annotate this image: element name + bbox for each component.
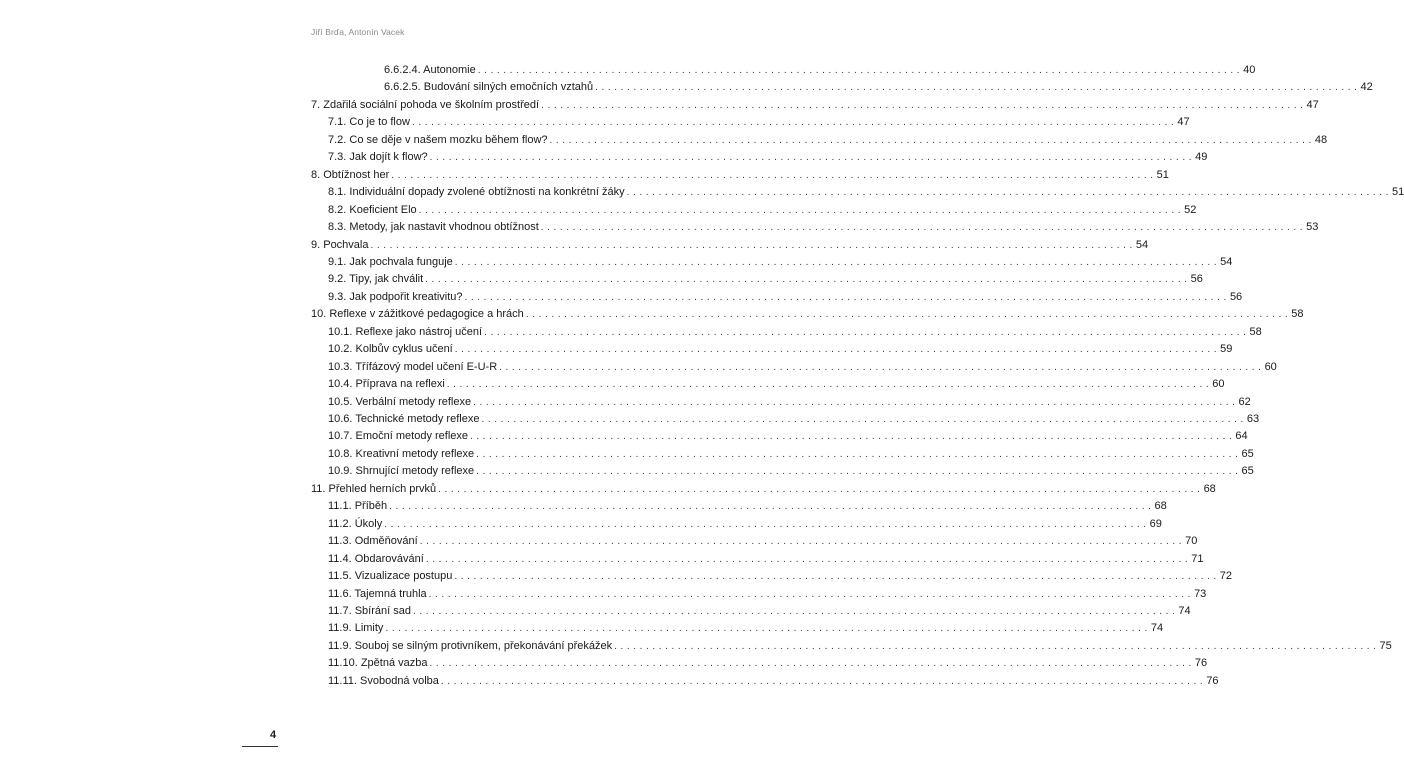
toc-leader-dots: ........................................................................................................................: [476, 448, 1242, 460]
toc-entry-page: 56: [1190, 273, 1203, 286]
toc-entry: [328, 411, 1260, 428]
toc-leader-dots: ........................................................................................................................: [614, 640, 1380, 652]
toc-leader-dots: ........................................................................................................................: [470, 431, 1236, 443]
toc-entry-label: 9.1. Jak pochvala funguje: [328, 255, 453, 268]
toc-leader-dots: ........................................................................................................................: [418, 204, 1185, 216]
toc-entry: [328, 446, 1254, 463]
toc-leader-dots: ........................................................................................................................: [419, 536, 1186, 548]
toc-entry-page: 76: [1194, 657, 1208, 670]
toc-entry-page: 51: [1156, 168, 1169, 181]
toc-entry-label: 10.7. Emoční metody reflexe: [328, 430, 469, 443]
toc-entry-page: 56: [1229, 290, 1243, 303]
toc-leader-dots: ........................................................................................................................: [370, 239, 1136, 251]
toc-entry: [328, 586, 1207, 603]
toc-entry-page: 76: [1206, 674, 1219, 687]
toc-leader-dots: ........................................................................................................................: [477, 65, 1244, 76]
toc-leader-dots: ........................................................................................................................: [389, 501, 1155, 513]
toc-entry-label: 10.5. Verbální metody reflexe: [328, 395, 472, 408]
toc-entry-label: 7. Zdařilá sociální pohoda ve školním prostředí: [311, 98, 540, 111]
toc-entry-label: 11.1. Příběh: [328, 500, 388, 513]
toc-entry: [328, 620, 1164, 637]
toc-entry-page: 63: [1246, 413, 1260, 425]
toc-leader-dots: ........................................................................................................................: [540, 222, 1307, 234]
toc-leader-dots: ........................................................................................................................: [549, 134, 1315, 146]
toc-leader-dots: ........................................................................................................................: [595, 82, 1361, 94]
toc-entry-label: 6.6.2.5. Budování silných emočních vztahů: [384, 81, 594, 94]
toc-entry-label: 8.3. Metody, jak nastavit vhodnou obtížnost: [328, 221, 539, 234]
toc-entry-page: 65: [1241, 447, 1254, 460]
toc-entry-label: 10.3. Třífázový model učení E-U-R: [328, 360, 498, 373]
toc-entry-label: 11.2. Úkoly: [328, 517, 383, 530]
toc-entry-page: 53: [1306, 221, 1319, 234]
toc-leader-dots: ........................................................................................................................: [464, 291, 1230, 303]
toc-entry-label: 7.1. Co je to flow: [328, 116, 410, 129]
toc-entry-page: 47: [1177, 116, 1190, 129]
toc-entry: [328, 655, 1208, 672]
toc-entry-page: 69: [1149, 517, 1162, 530]
toc-entry: [328, 551, 1204, 568]
toc-leader-dots: ........................................................................................................................: [411, 117, 1178, 129]
toc-entry: [311, 481, 1216, 498]
toc-entry: [328, 359, 1277, 376]
toc-entry-label: 10.9. Shrnující metody reflexe: [328, 465, 475, 478]
toc-entry-page: 60: [1264, 360, 1277, 373]
toc-entry-page: 40: [1243, 64, 1256, 76]
toc-leader-dots: ........................................................................................................................: [484, 326, 1250, 338]
toc-leader-dots: ........................................................................................................................: [499, 361, 1265, 373]
toc-entry-label: 8. Obtížnost her: [311, 168, 390, 181]
toc-entry: [328, 516, 1162, 533]
toc-entry: [328, 533, 1198, 550]
toc-entry-label: 7.3. Jak dojít k flow?: [328, 151, 428, 164]
toc-entry-page: 52: [1184, 203, 1197, 216]
toc-entry: [328, 603, 1191, 620]
toc-leader-dots: ........................................................................................................................: [429, 658, 1195, 670]
toc-entry: [328, 498, 1167, 515]
toc-entry-page: 48: [1314, 133, 1328, 146]
toc-entry: [328, 463, 1254, 480]
toc-entry-page: 65: [1241, 465, 1254, 478]
toc-leader-dots: ........................................................................................................................: [391, 169, 1157, 181]
footer-rule: [242, 746, 278, 747]
toc-leader-dots: ........................................................................................................................: [476, 466, 1242, 478]
toc-leader-dots: ........................................................................................................................: [384, 518, 1150, 530]
toc-entry-label: 11. Přehled herních prvků: [311, 482, 437, 495]
toc-entry-label: 11.5. Vizualizace postupu: [328, 570, 453, 583]
toc-leader-dots: ........................................................................................................................: [454, 344, 1221, 356]
toc-entry: [328, 568, 1233, 585]
toc-entry-label: 10.8. Kreativní metody reflexe: [328, 447, 475, 460]
toc-leader-dots: ........................................................................................................................: [412, 605, 1179, 617]
toc-entry: [328, 394, 1251, 411]
toc-entry: [328, 219, 1319, 236]
toc-leader-dots: ........................................................................................................................: [481, 414, 1247, 425]
toc-entry: [328, 149, 1208, 166]
toc-entry-page: 73: [1194, 587, 1207, 600]
toc-leader-dots: ........................................................................................................................: [541, 99, 1307, 111]
toc-entry-page: 74: [1178, 604, 1191, 617]
toc-leader-dots: ........................................................................................................................: [473, 396, 1239, 408]
toc-entry: [328, 289, 1243, 306]
toc-entry-label: 11.9. Limity: [328, 622, 384, 635]
toc-entry: [328, 376, 1225, 393]
toc-entry-page: 58: [1249, 325, 1262, 338]
toc-entry-page: 75: [1379, 639, 1392, 652]
toc-leader-dots: ........................................................................................................................: [438, 483, 1204, 495]
toc-entry-page: 54: [1135, 238, 1149, 251]
toc-leader-dots: ........................................................................................................................: [446, 379, 1213, 391]
toc-entry: [311, 306, 1304, 323]
toc-entry-label: 9.2. Tipy, jak chválit: [328, 273, 424, 286]
toc-leader-dots: ........................................................................................................................: [440, 675, 1207, 687]
toc-entry-page: 62: [1238, 395, 1251, 408]
toc-entry-page: 54: [1220, 255, 1233, 268]
toc-entry-label: 11.3. Odměňování: [328, 535, 418, 548]
toc-leader-dots: ........................................................................................................................: [425, 274, 1191, 286]
toc-entry-label: 10.4. Příprava na reflexi: [328, 378, 445, 391]
toc-entry-label: 8.2. Koeficient Elo: [328, 203, 417, 216]
toc-entry-page: 42: [1360, 81, 1373, 94]
toc-entry: [328, 132, 1328, 149]
toc-entry-label: 9. Pochvala: [311, 238, 369, 251]
toc-entry-label: 6.6.2.4. Autonomie: [384, 64, 476, 76]
toc-entry-label: 9.3. Jak podpořit kreativitu?: [328, 290, 463, 303]
toc-entry-page: 51: [1391, 186, 1404, 199]
toc-entry-label: 10.6. Technické metody reflexe: [328, 413, 480, 425]
toc-leader-dots: ........................................................................................................................: [428, 588, 1195, 600]
toc-entry-page: 68: [1203, 482, 1216, 495]
toc-entry-label: 11.10. Zpětná vazba: [328, 657, 428, 670]
toc-entry-page: 49: [1195, 151, 1208, 164]
toc-entry-page: 74: [1150, 622, 1164, 635]
toc-entry-label: 11.7. Sbírání sad: [328, 604, 411, 617]
toc-entry: [384, 79, 1373, 96]
toc-entry: [384, 62, 1256, 79]
toc-entry: [328, 202, 1197, 219]
toc-leader-dots: ........................................................................................................................: [385, 623, 1151, 635]
toc-leader-dots: ........................................................................................................................: [626, 187, 1392, 199]
toc-entry: [328, 428, 1248, 445]
toc-entry-page: 68: [1154, 500, 1167, 513]
toc-leader-dots: ........................................................................................................................: [454, 571, 1220, 583]
toc-entry-page: 64: [1235, 430, 1248, 443]
toc-entry-label: 10. Reflexe v zážitkové pedagogice a hrách: [311, 308, 524, 321]
toc-leader-dots: ........................................................................................................................: [525, 309, 1292, 321]
toc-entry-page: 47: [1306, 98, 1319, 111]
page-number: 4: [270, 729, 277, 741]
toc-entry-label: 8.1. Individuální dopady zvolené obtížnosti na konkrétní žáky: [328, 186, 625, 199]
toc-entry: [311, 237, 1149, 254]
toc-entry: [328, 114, 1190, 131]
toc-entry-label: 10.2. Kolbův cyklus učení: [328, 343, 453, 356]
toc-entry: [328, 638, 1392, 655]
toc-entry: [328, 271, 1203, 288]
toc-leader-dots: ........................................................................................................................: [429, 152, 1196, 164]
toc-entry: [328, 341, 1233, 358]
toc-entry-page: 60: [1212, 378, 1225, 391]
toc-entry-page: 59: [1220, 343, 1233, 356]
toc-entry-label: 7.2. Co se děje v našem mozku během flow?: [328, 133, 548, 146]
running-header-authors: Jiří Brďa, Antonín Vacek: [311, 27, 405, 37]
toc-entry-label: 11.4. Obdarovávání: [328, 552, 424, 565]
toc-leader-dots: ........................................................................................................................: [454, 256, 1221, 268]
toc-entry-page: 70: [1185, 535, 1198, 548]
toc-entry: [311, 167, 1169, 184]
toc-entry-page: 71: [1191, 552, 1204, 565]
toc-entry-label: 10.1. Reflexe jako nástroj učení: [328, 325, 483, 338]
toc-entry-label: 11.6. Tajemná truhla: [328, 587, 427, 600]
toc-entry-label: 11.9. Souboj se silným protivníkem, překonávání překážek: [328, 639, 613, 652]
toc-leader-dots: ........................................................................................................................: [425, 553, 1192, 565]
toc-entry-page: 72: [1219, 570, 1233, 583]
toc-entry: [328, 324, 1262, 341]
toc-entry-label: 11.11. Svobodná volba: [328, 674, 439, 687]
toc-entry: [328, 254, 1233, 271]
toc-entry-page: 58: [1291, 308, 1304, 321]
toc-entry: [311, 97, 1319, 114]
toc-entry: [328, 184, 1404, 201]
toc-entry: [328, 673, 1219, 690]
